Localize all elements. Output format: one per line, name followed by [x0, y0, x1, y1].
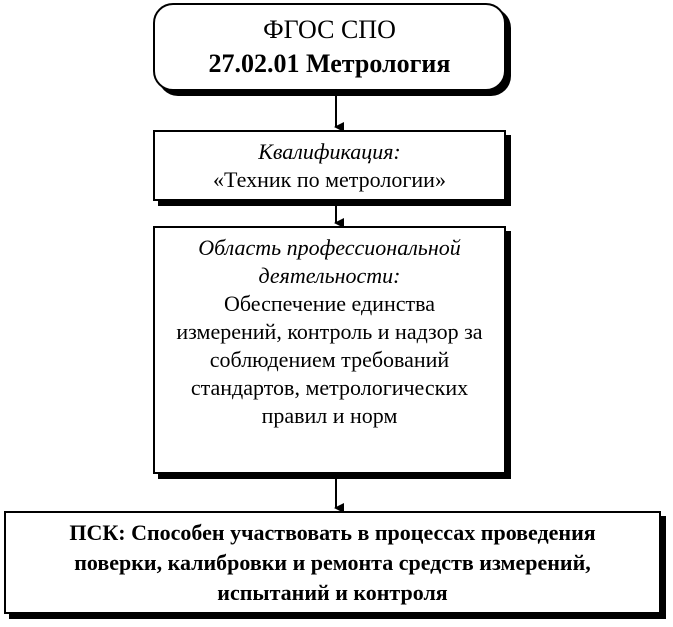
psk-line: ПСК: Способен участвовать в процессах проведения: [69, 519, 596, 545]
area-text-line: правил и норм: [261, 403, 398, 428]
fgos-box: [153, 3, 506, 91]
professional-area-box: [153, 226, 506, 474]
fgos-specialty: 27.02.01 Метрология: [208, 49, 451, 78]
area-label-line1: Область профессиональной: [198, 235, 461, 260]
qualification-value: «Техник по метрологии»: [213, 166, 446, 192]
psk-box: [4, 511, 661, 614]
qualification-label: Квалификация:: [258, 138, 401, 164]
area-text-line: соблюдением требований: [209, 347, 450, 372]
area-text-line: измерений, контроль и надзор за: [176, 319, 483, 344]
area-label-line2: деятельности:: [258, 263, 401, 288]
psk-line: поверки, калибровки и ремонта средств измерений,: [74, 549, 591, 575]
area-text-line: Обеспечение единства: [224, 291, 435, 316]
fgos-title: ФГОС СПО: [263, 15, 396, 44]
area-text-line: стандартов, метрологических: [190, 375, 469, 400]
psk-line: испытаний и контроля: [217, 579, 448, 605]
qualification-box: [153, 130, 506, 201]
